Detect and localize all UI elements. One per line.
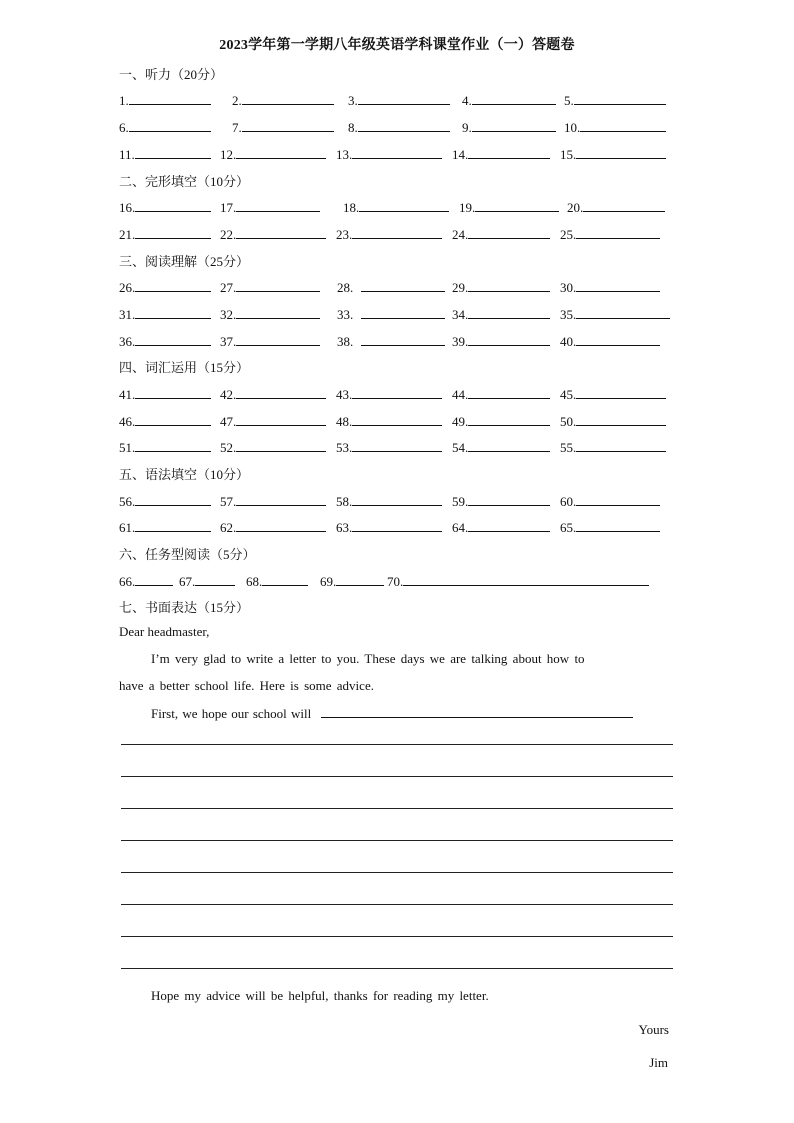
- answer-blank[interactable]: [574, 91, 666, 105]
- answer-item-37[interactable]: [220, 332, 320, 350]
- item-number: 31.: [119, 307, 136, 322]
- item-number: 70.: [387, 574, 404, 589]
- item-number: 60.: [560, 494, 577, 509]
- answer-blank[interactable]: [236, 225, 326, 239]
- answer-item-36[interactable]: [119, 332, 211, 350]
- item-number: 64.: [452, 520, 469, 535]
- answer-item-5[interactable]: [564, 91, 666, 109]
- answer-item-65[interactable]: [560, 518, 660, 536]
- item-number: 21.: [119, 227, 136, 242]
- item-number: 33.: [337, 307, 354, 322]
- item-number: 15.: [560, 147, 577, 162]
- answer-item-38[interactable]: [337, 332, 445, 350]
- answer-item-4[interactable]: [462, 91, 556, 109]
- answer-blank[interactable]: [468, 412, 550, 426]
- answer-item-21[interactable]: [119, 225, 211, 243]
- answer-blank[interactable]: [236, 332, 320, 346]
- answer-blank[interactable]: [361, 305, 445, 319]
- answer-item-62[interactable]: [220, 518, 326, 536]
- item-number: 11.: [119, 147, 135, 162]
- answer-item-34[interactable]: [452, 305, 550, 323]
- answer-item-45[interactable]: [560, 385, 666, 403]
- section-listening-heading: 一、听力（20分）: [119, 67, 224, 82]
- answer-item-63[interactable]: [336, 518, 442, 536]
- answer-item-20[interactable]: [567, 198, 665, 216]
- answer-blank[interactable]: [576, 438, 666, 452]
- letter-prompt: [151, 704, 633, 722]
- item-number: 63.: [336, 520, 353, 535]
- answer-blank[interactable]: [468, 305, 550, 319]
- answer-blank[interactable]: [468, 278, 550, 292]
- answer-item-57[interactable]: [220, 492, 326, 510]
- item-number: 61.: [119, 520, 136, 535]
- item-number: 37.: [220, 334, 237, 349]
- answer-blank[interactable]: [580, 118, 666, 132]
- answer-blank[interactable]: [576, 332, 660, 346]
- item-number: 52.: [220, 440, 237, 455]
- item-number: 34.: [452, 307, 469, 322]
- item-number: 20.: [567, 200, 584, 215]
- answer-item-6[interactable]: [119, 118, 211, 136]
- answer-blank[interactable]: [236, 412, 326, 426]
- item-number: 40.: [560, 334, 577, 349]
- answer-item-39[interactable]: [452, 332, 550, 350]
- answer-blank[interactable]: [403, 572, 649, 586]
- answer-blank[interactable]: [135, 332, 211, 346]
- answer-blank[interactable]: [236, 492, 326, 506]
- answer-blank[interactable]: [135, 385, 211, 399]
- answer-blank[interactable]: [352, 225, 442, 239]
- answer-item-9[interactable]: [462, 118, 556, 136]
- answer-blank[interactable]: [576, 278, 660, 292]
- answer-blank[interactable]: [468, 518, 550, 532]
- item-number: 35.: [560, 307, 577, 322]
- answer-blank[interactable]: [472, 91, 556, 105]
- section-writing-heading: 七、书面表达（15分）: [119, 600, 250, 615]
- answer-blank[interactable]: [468, 332, 550, 346]
- section-cloze-heading: 二、完形填空（10分）: [119, 174, 250, 189]
- answer-blank[interactable]: [576, 145, 666, 159]
- item-number: 5.: [564, 93, 574, 108]
- answer-item-19[interactable]: [459, 198, 559, 216]
- answer-item-10[interactable]: [564, 118, 666, 136]
- item-number: 18.: [343, 200, 360, 215]
- item-number: 58.: [336, 494, 353, 509]
- answer-item-55[interactable]: [560, 438, 666, 456]
- answer-item-23[interactable]: [336, 225, 442, 243]
- item-number: 17.: [220, 200, 237, 215]
- answer-blank[interactable]: [236, 145, 326, 159]
- item-number: 56.: [119, 494, 136, 509]
- item-number: 42.: [220, 387, 237, 402]
- answer-item-29[interactable]: [452, 278, 550, 296]
- answer-blank[interactable]: [576, 385, 666, 399]
- answer-item-8[interactable]: [348, 118, 450, 136]
- answer-blank[interactable]: [129, 91, 211, 105]
- letter-paragraph-line: have a better school life. Here is some advice.: [119, 678, 374, 693]
- writing-line[interactable]: [121, 744, 673, 745]
- writing-line[interactable]: [121, 872, 673, 873]
- answer-blank[interactable]: [468, 145, 550, 159]
- item-number: 6.: [119, 120, 129, 135]
- section-vocabulary-heading: 四、词汇运用（15分）: [119, 360, 250, 375]
- answer-item-52[interactable]: [220, 438, 326, 456]
- letter-paragraph-line: I’m very glad to write a letter to you. These days we are talking about how to: [151, 651, 585, 666]
- answer-item-43[interactable]: [336, 385, 442, 403]
- answer-item-3[interactable]: [348, 91, 450, 109]
- item-number: 19.: [459, 200, 476, 215]
- item-number: 39.: [452, 334, 469, 349]
- item-number: 50.: [560, 414, 577, 429]
- writing-line[interactable]: [121, 904, 673, 905]
- letter-closing: Hope my advice will be helpful, thanks for reading my letter.: [151, 988, 489, 1003]
- answer-blank[interactable]: [135, 225, 211, 239]
- answer-blank[interactable]: [576, 518, 660, 532]
- answer-blank[interactable]: [468, 225, 550, 239]
- item-number: 10.: [564, 120, 581, 135]
- answer-item-61[interactable]: [119, 518, 211, 536]
- answer-item-70[interactable]: [387, 572, 649, 590]
- answer-item-46[interactable]: [119, 412, 211, 430]
- answer-item-64[interactable]: [452, 518, 550, 536]
- answer-item-41[interactable]: [119, 385, 211, 403]
- item-number: 59.: [452, 494, 469, 509]
- answer-blank[interactable]: [195, 572, 235, 586]
- item-number: 2.: [232, 93, 242, 108]
- answer-item-50[interactable]: [560, 412, 666, 430]
- item-number: 32.: [220, 307, 237, 322]
- answer-blank[interactable]: [472, 118, 556, 132]
- answer-item-51[interactable]: [119, 438, 211, 456]
- answer-blank[interactable]: [361, 278, 445, 292]
- answer-item-60[interactable]: [560, 492, 660, 510]
- answer-item-69[interactable]: [320, 572, 384, 590]
- answer-blank[interactable]: [576, 412, 666, 426]
- section-reading-heading: 三、阅读理解（25分）: [119, 254, 250, 269]
- answer-blank[interactable]: [236, 385, 326, 399]
- item-number: 29.: [452, 280, 469, 295]
- letter-sign-off: Yours: [638, 1022, 669, 1037]
- answer-item-49[interactable]: [452, 412, 550, 430]
- writing-blank[interactable]: [321, 704, 633, 718]
- answer-item-18[interactable]: [343, 198, 449, 216]
- item-number: 43.: [336, 387, 353, 402]
- item-number: 68.: [246, 574, 263, 589]
- answer-blank[interactable]: [135, 572, 173, 586]
- answer-blank[interactable]: [135, 145, 211, 159]
- answer-item-31[interactable]: [119, 305, 211, 323]
- writing-line[interactable]: [121, 808, 673, 809]
- answer-item-48[interactable]: [336, 412, 442, 430]
- item-number: 30.: [560, 280, 577, 295]
- answer-item-33[interactable]: [337, 305, 445, 323]
- letter-signature: Jim: [649, 1055, 668, 1070]
- answer-item-35[interactable]: [560, 305, 670, 323]
- item-number: 16.: [119, 200, 136, 215]
- answer-item-2[interactable]: [232, 91, 334, 109]
- answer-blank[interactable]: [352, 438, 442, 452]
- item-number: 47.: [220, 414, 237, 429]
- item-number: 7.: [232, 120, 242, 135]
- answer-item-53[interactable]: [336, 438, 442, 456]
- answer-blank[interactable]: [236, 305, 320, 319]
- answer-blank[interactable]: [475, 198, 559, 212]
- answer-item-17[interactable]: [220, 198, 320, 216]
- answer-item-59[interactable]: [452, 492, 550, 510]
- answer-item-24[interactable]: [452, 225, 550, 243]
- answer-item-14[interactable]: [452, 145, 550, 163]
- writing-line[interactable]: [121, 936, 673, 937]
- answer-item-42[interactable]: [220, 385, 326, 403]
- item-number: 41.: [119, 387, 136, 402]
- item-number: 25.: [560, 227, 577, 242]
- item-number: 22.: [220, 227, 237, 242]
- item-number: 36.: [119, 334, 136, 349]
- answer-blank[interactable]: [576, 492, 660, 506]
- answer-blank[interactable]: [135, 492, 211, 506]
- item-number: 38.: [337, 334, 354, 349]
- letter-prompt-text: First, we hope our school will: [151, 706, 312, 721]
- answer-blank[interactable]: [576, 305, 670, 319]
- item-number: 65.: [560, 520, 577, 535]
- answer-item-58[interactable]: [336, 492, 442, 510]
- item-number: 54.: [452, 440, 469, 455]
- answer-blank[interactable]: [468, 385, 550, 399]
- answer-item-27[interactable]: [220, 278, 320, 296]
- letter-greeting: Dear headmaster,: [119, 624, 210, 639]
- answer-blank[interactable]: [361, 332, 445, 346]
- answer-item-16[interactable]: [119, 198, 211, 216]
- answer-item-54[interactable]: [452, 438, 550, 456]
- item-number: 49.: [452, 414, 469, 429]
- answer-blank[interactable]: [236, 518, 326, 532]
- answer-item-40[interactable]: [560, 332, 660, 350]
- answer-item-1[interactable]: [119, 91, 211, 109]
- answer-blank[interactable]: [576, 225, 660, 239]
- section-grammar-heading: 五、语法填空（10分）: [119, 467, 250, 482]
- answer-blank[interactable]: [352, 518, 442, 532]
- answer-item-44[interactable]: [452, 385, 550, 403]
- item-number: 53.: [336, 440, 353, 455]
- answer-item-67[interactable]: [179, 572, 235, 590]
- answer-blank[interactable]: [242, 91, 334, 105]
- item-number: 62.: [220, 520, 237, 535]
- answer-blank[interactable]: [352, 412, 442, 426]
- item-number: 66.: [119, 574, 136, 589]
- answer-blank[interactable]: [135, 412, 211, 426]
- item-number: 12.: [220, 147, 237, 162]
- writing-line[interactable]: [121, 968, 673, 969]
- answer-blank[interactable]: [359, 198, 449, 212]
- item-number: 55.: [560, 440, 577, 455]
- answer-item-15[interactable]: [560, 145, 666, 163]
- answer-blank[interactable]: [336, 572, 384, 586]
- item-number: 51.: [119, 440, 136, 455]
- answer-blank[interactable]: [236, 198, 320, 212]
- section-task-reading-heading: 六、任务型阅读（5分）: [119, 547, 256, 562]
- answer-blank[interactable]: [583, 198, 665, 212]
- item-number: 14.: [452, 147, 469, 162]
- item-number: 24.: [452, 227, 469, 242]
- item-number: 4.: [462, 93, 472, 108]
- answer-item-12[interactable]: [220, 145, 326, 163]
- item-number: 26.: [119, 280, 136, 295]
- item-number: 44.: [452, 387, 469, 402]
- answer-item-68[interactable]: [246, 572, 308, 590]
- answer-blank[interactable]: [242, 118, 334, 132]
- item-number: 27.: [220, 280, 237, 295]
- answer-blank[interactable]: [262, 572, 308, 586]
- item-number: 23.: [336, 227, 353, 242]
- item-number: 69.: [320, 574, 337, 589]
- answer-blank[interactable]: [468, 492, 550, 506]
- answer-blank[interactable]: [135, 518, 211, 532]
- answer-blank[interactable]: [135, 198, 211, 212]
- answer-item-25[interactable]: [560, 225, 660, 243]
- answer-blank[interactable]: [135, 278, 211, 292]
- writing-line[interactable]: [121, 776, 673, 777]
- answer-blank[interactable]: [352, 385, 442, 399]
- item-number: 9.: [462, 120, 472, 135]
- answer-item-28[interactable]: [337, 278, 445, 296]
- answer-item-22[interactable]: [220, 225, 326, 243]
- writing-line[interactable]: [121, 840, 673, 841]
- answer-blank[interactable]: [236, 278, 320, 292]
- answer-blank[interactable]: [135, 305, 211, 319]
- answer-item-13[interactable]: [336, 145, 442, 163]
- item-number: 1.: [119, 93, 129, 108]
- item-number: 45.: [560, 387, 577, 402]
- answer-item-47[interactable]: [220, 412, 326, 430]
- answer-blank[interactable]: [358, 91, 450, 105]
- answer-item-11[interactable]: [119, 145, 211, 163]
- answer-blank[interactable]: [358, 118, 450, 132]
- item-number: 13.: [336, 147, 353, 162]
- answer-item-66[interactable]: [119, 572, 173, 590]
- item-number: 28.: [337, 280, 354, 295]
- item-number: 57.: [220, 494, 237, 509]
- item-number: 46.: [119, 414, 136, 429]
- item-number: 67.: [179, 574, 196, 589]
- answer-blank[interactable]: [236, 438, 326, 452]
- answer-blank[interactable]: [135, 438, 211, 452]
- answer-item-32[interactable]: [220, 305, 320, 323]
- answer-item-7[interactable]: [232, 118, 334, 136]
- item-number: 48.: [336, 414, 353, 429]
- answer-item-26[interactable]: [119, 278, 211, 296]
- answer-blank[interactable]: [352, 492, 442, 506]
- answer-blank[interactable]: [468, 438, 550, 452]
- answer-blank[interactable]: [352, 145, 442, 159]
- answer-item-56[interactable]: [119, 492, 211, 510]
- item-number: 8.: [348, 120, 358, 135]
- page-title: 2023学年第一学期八年级英语学科课堂作业（一）答题卷: [219, 38, 575, 53]
- answer-blank[interactable]: [129, 118, 211, 132]
- item-number: 3.: [348, 93, 358, 108]
- answer-item-30[interactable]: [560, 278, 660, 296]
